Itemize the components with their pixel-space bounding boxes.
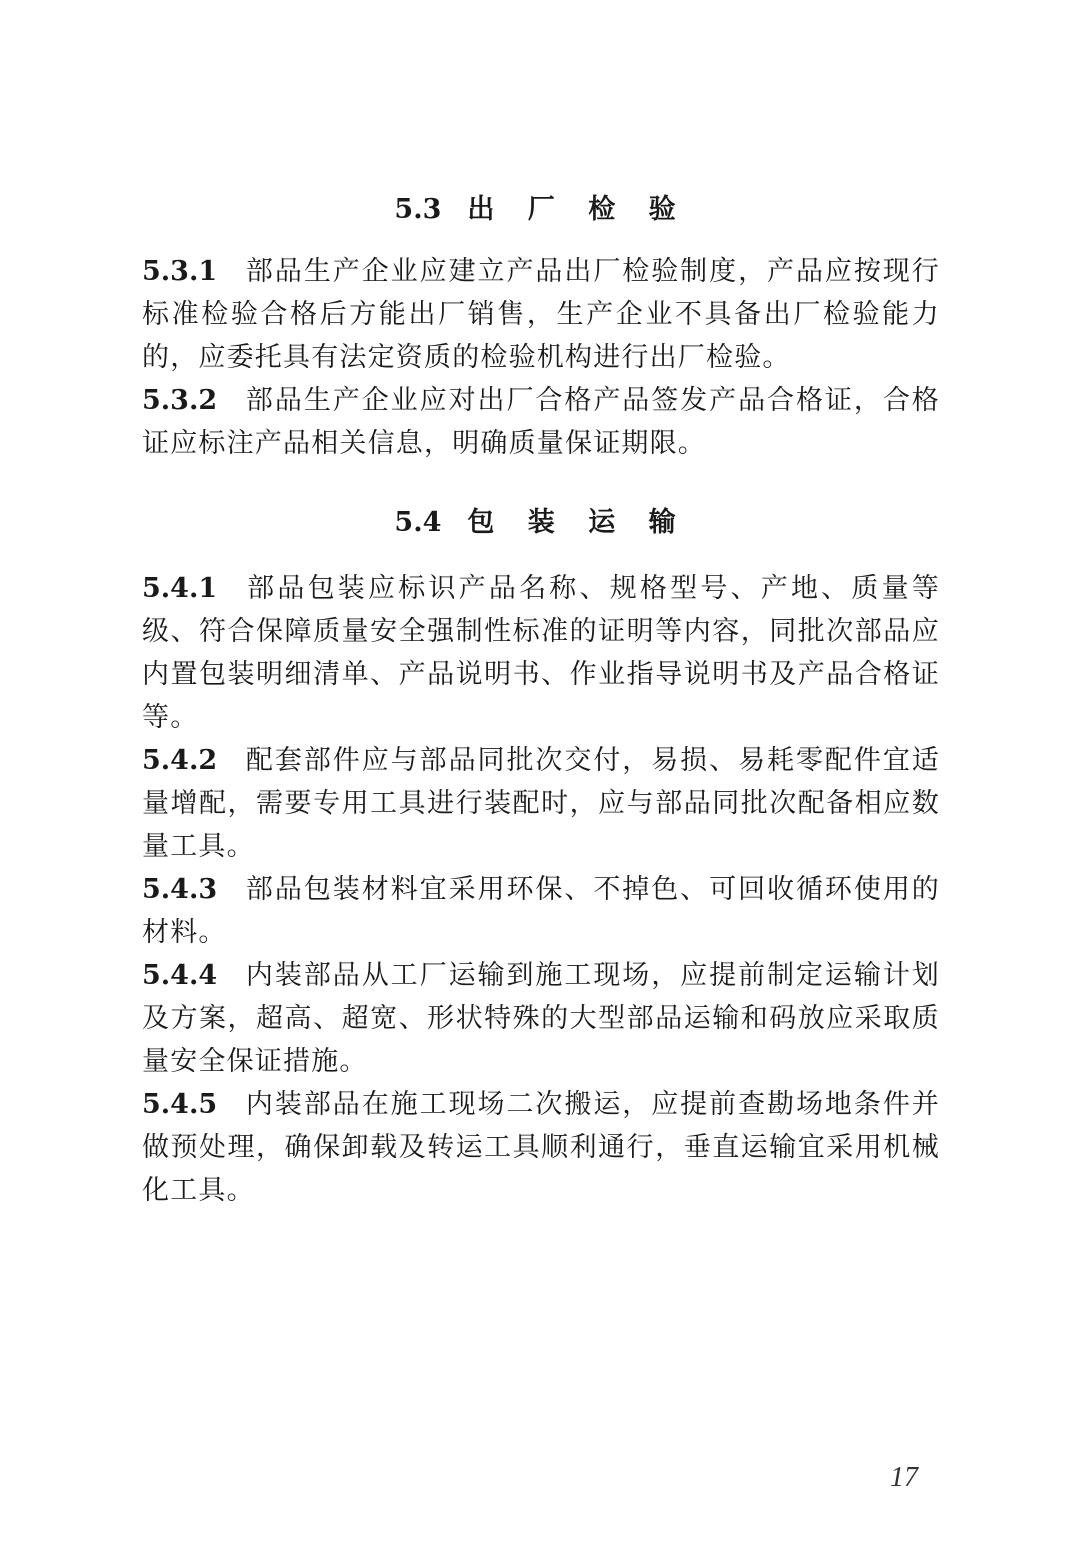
section-number: 5.4	[394, 507, 442, 538]
clause-text: 内装部品从工厂运输到施工现场，应提前制定运输计划及方案，超高、超宽、形状特殊的大型部品运输和码放应采取质量安全保证措施。	[142, 960, 940, 1077]
section-heading-5-4	[142, 503, 940, 543]
clause-number: 5.4.5	[142, 1089, 218, 1120]
clause-number: 5.4.4	[142, 960, 218, 991]
clause-number: 5.4.2	[142, 745, 218, 776]
clause-text: 部品包装应标识产品名称、规格型号、产地、质量等级、符合保障质量安全强制性标准的证明等内容，同批次部品应内置包装明细清单、产品说明书、作业指导说明书及产品合格证等。	[142, 573, 940, 733]
clause-text: 内装部品在施工现场二次搬运，应提前查勘场地条件并做预处理，确保卸载及转运工具顺利通行，垂直运输宜采用机械化工具。	[142, 1089, 940, 1206]
page-content	[142, 190, 940, 1212]
clause-5-3-1	[142, 250, 940, 379]
clause-5-4-3	[142, 868, 940, 954]
clause-number: 5.4.3	[142, 874, 218, 905]
section-title: 包 装 运 输	[467, 507, 688, 538]
clause-text: 部品包装材料宜采用环保、不掉色、可回收循环使用的材料。	[142, 874, 940, 948]
section-number: 5.3	[394, 194, 442, 225]
clause-number: 5.3.2	[142, 385, 218, 416]
clause-number: 5.3.1	[142, 256, 218, 287]
clause-5-4-5	[142, 1083, 940, 1212]
clause-number: 5.4.1	[142, 573, 218, 604]
section-heading-5-3	[142, 190, 940, 230]
clause-5-4-2	[142, 739, 940, 868]
page-number: 17	[890, 1462, 918, 1493]
clause-5-4-4	[142, 954, 940, 1083]
clause-text: 部品生产企业应建立产品出厂检验制度，产品应按现行标准检验合格后方能出厂销售，生产企业不具备出厂检验能力的，应委托具有法定资质的检验机构进行出厂检验。	[142, 256, 940, 373]
clause-text: 部品生产企业应对出厂合格产品签发产品合格证，合格证应标注产品相关信息，明确质量保证期限。	[142, 385, 940, 459]
clause-5-3-2	[142, 379, 940, 465]
section-title: 出 厂 检 验	[467, 194, 688, 225]
clause-5-4-1	[142, 567, 940, 739]
clause-text: 配套部件应与部品同批次交付，易损、易耗零配件宜适量增配，需要专用工具进行装配时，应与部品同批次配备相应数量工具。	[142, 745, 940, 862]
